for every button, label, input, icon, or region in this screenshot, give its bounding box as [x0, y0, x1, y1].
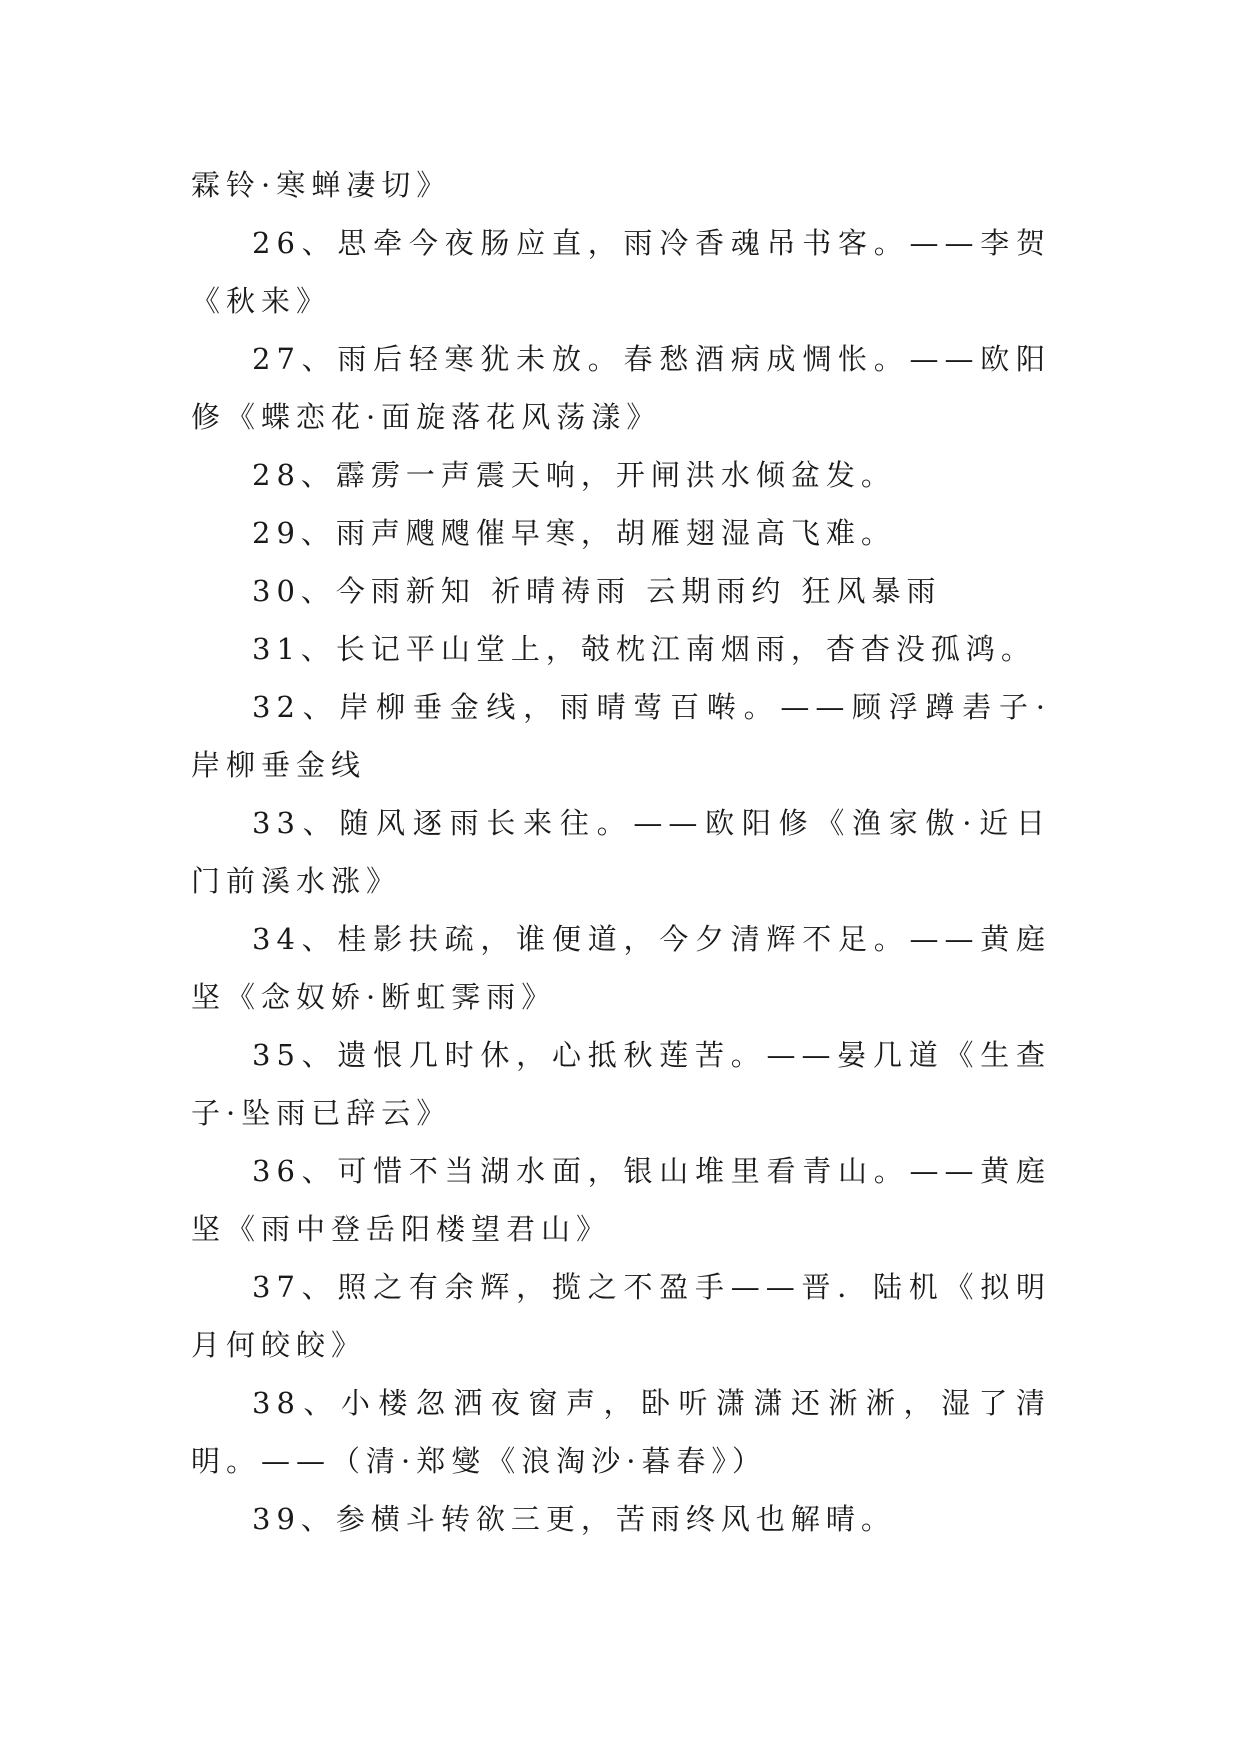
paragraph-30: 30、今雨新知 祈晴祷雨 云期雨约 狂风暴雨	[252, 574, 942, 608]
paragraph-39: 39、参横斗转欲三更，苦雨终风也解晴。	[252, 1502, 896, 1536]
paragraph-35: 35、遗恨几时休，心抵秋莲苦。——晏几道《生查子·坠雨已辞云》	[191, 1038, 1051, 1130]
paragraph-29: 29、雨声飕飕催早寒，胡雁翅湿高飞难。	[252, 516, 896, 550]
paragraph-27: 27、雨后轻寒犹未放。春愁酒病成惆怅。——欧阳修《蝶恋花·面旋落花风荡漾》	[191, 342, 1051, 434]
paragraph-32: 32、岸柳垂金线，雨晴莺百啭。——顾浮蹲砉子·岸柳垂金线	[191, 690, 1051, 782]
paragraph-0: 霖铃·寒蝉凄切》	[191, 168, 452, 202]
paragraph-34: 34、桂影扶疏，谁便道，今夕清辉不足。——黄庭坚《念奴娇·断虹霁雨》	[191, 922, 1051, 1014]
paragraph-37: 37、照之有余辉，揽之不盈手——晋．陆机《拟明月何皎皎》	[191, 1270, 1051, 1362]
paragraph-26: 26、思牵今夜肠应直，雨冷香魂吊书客。——李贺《秋来》	[191, 226, 1051, 318]
paragraph-33: 33、随风逐雨长来往。——欧阳修《渔家傲·近日门前溪水涨》	[191, 806, 1051, 898]
paragraph-31: 31、长记平山堂上，攲枕江南烟雨，杳杳没孤鸿。	[252, 632, 1036, 666]
paragraph-28: 28、霹雳一声震天响，开闸洪水倾盆发。	[252, 458, 896, 492]
paragraph-38: 38、小楼忽洒夜窗声，卧听潇潇还淅淅，湿了清明。——（清·郑燮《浪淘沙·暮春》）	[191, 1386, 1051, 1478]
paragraph-36: 36、可惜不当湖水面，银山堆里看青山。——黄庭坚《雨中登岳阳楼望君山》	[191, 1154, 1051, 1246]
document-page	[191, 156, 1051, 1548]
